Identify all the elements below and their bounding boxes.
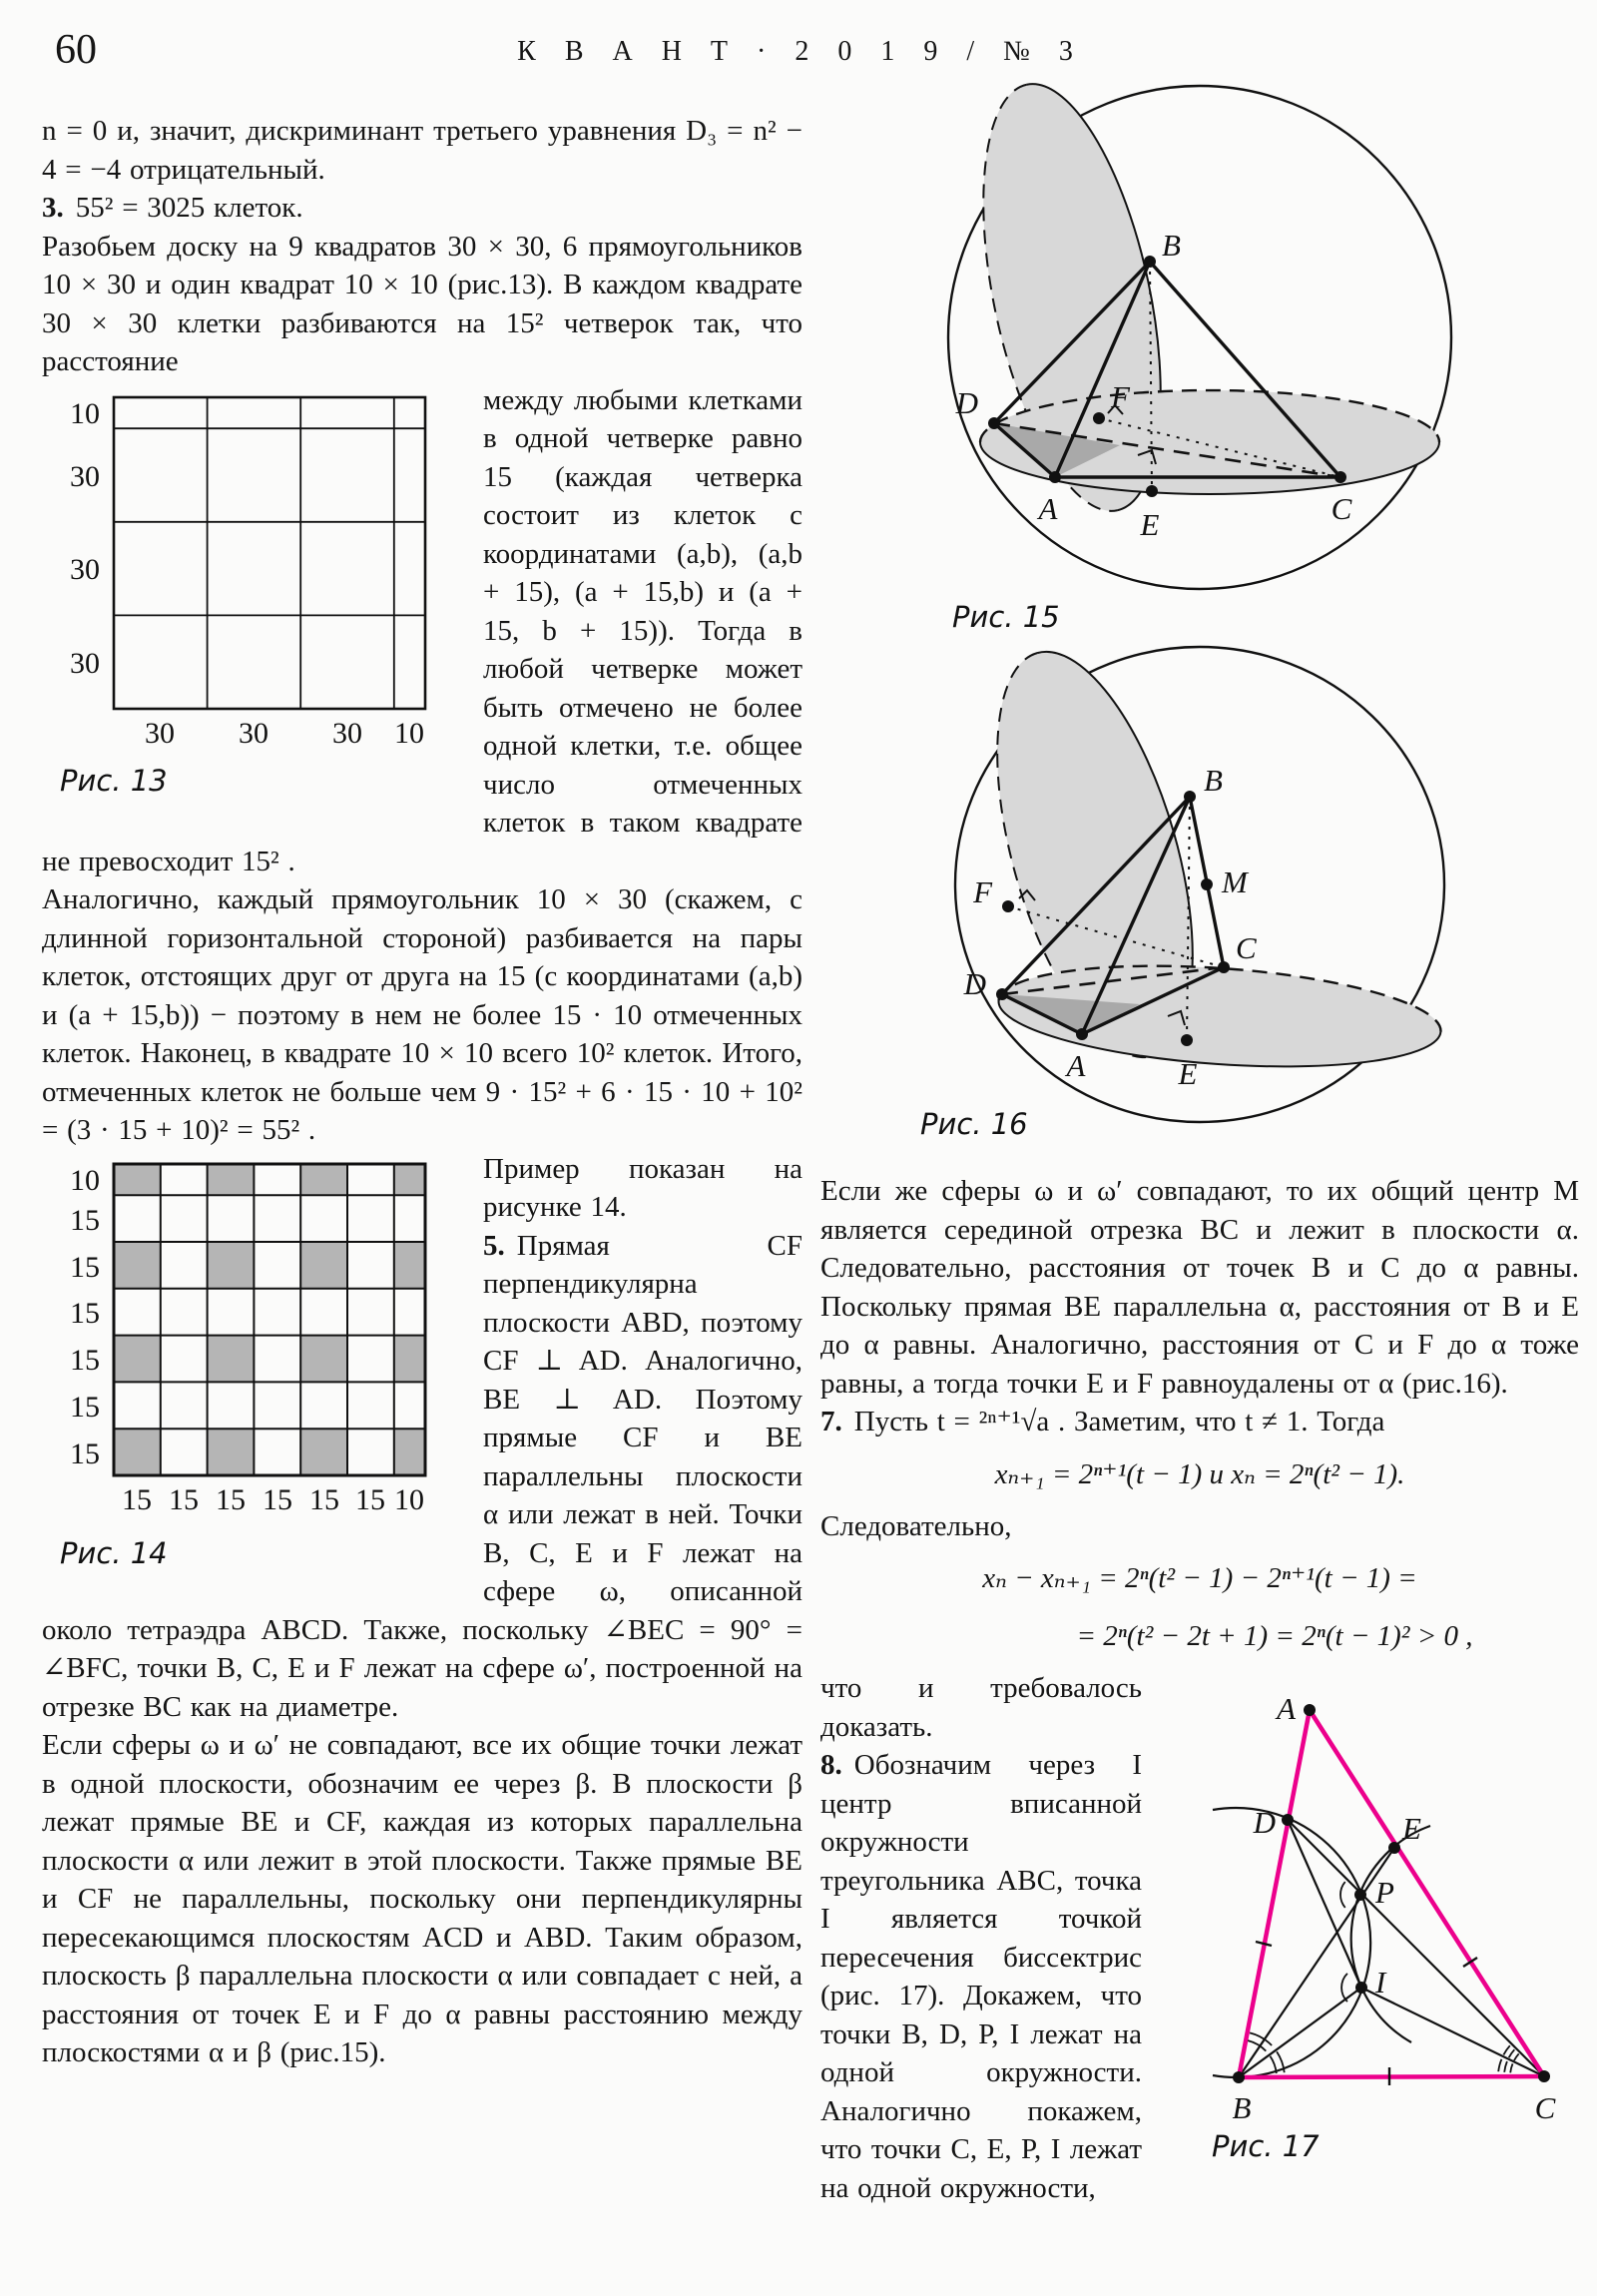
label-C: C xyxy=(1534,2090,1556,2125)
paragraph-qed: что и требовалось доказать. xyxy=(820,1672,1142,1743)
label-E: E xyxy=(1140,507,1160,542)
grid-13-col-labels xyxy=(145,717,424,750)
figure-14 xyxy=(42,1156,461,1596)
grid-14-lines xyxy=(114,1164,425,1475)
label-C: C xyxy=(1331,491,1352,526)
label-E: E xyxy=(1178,1056,1198,1091)
item-5-number: 5. xyxy=(483,1229,505,1262)
row-label: 15 xyxy=(70,1436,100,1470)
figure13-text-wrap xyxy=(42,381,802,881)
figure-17-caption: Рис. 17 xyxy=(1212,2129,1320,2163)
item-7 xyxy=(820,1403,1579,1441)
paragraph-discriminant: n = 0 и, значит, дискриминант третьего уравнения D₃ = n² − 4 = −4 отрицательный. xyxy=(42,115,802,186)
label-B: B xyxy=(1204,763,1223,798)
formula-xn1: xₙ₊₁ = 2ⁿ⁺¹(t − 1) и xₙ = 2ⁿ(t² − 1). xyxy=(994,1457,1405,1490)
label-B: B xyxy=(1162,228,1181,263)
formula-positive: = 2ⁿ(t² − 2t + 1) = 2ⁿ(t − 1)² > 0 , xyxy=(1076,1620,1473,1652)
item-7-text: Пусть t = ²ⁿ⁺¹√a . Заметим, что t ≠ 1. Тогда xyxy=(853,1406,1385,1437)
figure-13-grid-diagram xyxy=(42,387,461,807)
figure-14-grid-diagram xyxy=(42,1156,461,1585)
paragraph-rectangles: Аналогично, каждый прямоугольник 10 × 30 (скажем, с длинной горизонтальной стороной) разбивается на пары клеток, отстоящих друг от друга на 15 (с координатами (a,b) и (a + 15,b)) − поэтому в нем не более 15 · 10 отмеченных клеток. Наконец, в квадрате 10 × 10 всего 10² клеток. Итого, отмеченных клеток не больше чем 9 · 15² + 6 · 15 · 10 + 10² = (3 · 15 + 10)² = 55² . xyxy=(42,883,802,1146)
col-label: 15 xyxy=(169,1482,199,1516)
figure-17 xyxy=(1160,1675,1579,2177)
row-label: 15 xyxy=(70,1203,100,1237)
label-P: P xyxy=(1375,1875,1394,1910)
label-A: A xyxy=(1038,491,1058,526)
item-3 xyxy=(42,189,802,228)
item-3-number: 3. xyxy=(42,192,64,224)
paragraph-board-split: Разобьем доску на 9 квадратов 30 × 30, 6 прямоугольников 10 × 30 и один квадрат 10 × 10 (рис.13). В каждом квадрате 30 × 30 клетки разбиваются на 15² четверок так, что расстояние xyxy=(42,230,802,377)
figure17-text-wrap xyxy=(820,1669,1579,2207)
grid-13-lines xyxy=(114,397,425,709)
formula-difference: xₙ − xₙ₊₁ = 2ⁿ(t² − 1) − 2ⁿ⁺¹(t − 1) = xyxy=(982,1562,1417,1594)
row-label: 30 xyxy=(70,459,100,493)
col-label: 10 xyxy=(394,1482,424,1516)
row-label: 15 xyxy=(70,1390,100,1424)
label-I: I xyxy=(1375,1965,1386,2000)
paragraph-quadruples: между любыми клетками в одной четверке равно 15 (каждая четверка состоит из клеток с координатами (a,b), (a,b + 15), (a + 15,b) и (a + 15, b + 15)). Тогда в любой четверке может быть отмечено не более одной клетки, т.е. общее число отмеченных клеток в таком квадрате не превосходит 15² . xyxy=(42,383,802,877)
journal-header: К В А Н Т · 2 0 1 9 / № 3 xyxy=(517,36,1080,67)
row-label: 30 xyxy=(70,646,100,680)
row-label: 10 xyxy=(70,396,100,430)
figure-14-caption: Рис. 14 xyxy=(60,1535,168,1570)
left-column xyxy=(42,112,802,2072)
right-column xyxy=(820,58,1579,2207)
figure-15-caption: Рис. 15 xyxy=(952,600,1060,634)
col-label: 30 xyxy=(145,716,175,750)
col-label: 30 xyxy=(332,716,362,750)
paragraph-example: Пример показан на рисунке 14. xyxy=(483,1152,802,1223)
arc-circle-BDPI xyxy=(1213,1808,1370,2077)
label-D: D xyxy=(963,966,986,1001)
paragraph-spheres-coincide: Если же сферы ω и ω′ совпадают, то их общий центр M является серединой отрезка BC и лежит в плоскости α. Следовательно, расстояния от точек B и C до α равны. Поскольку прямая BE параллельна α, расстояния от B и E до α равны. Аналогично, расстояния от C и F до α тоже равны, а тогда точки E и F равноудалены от α (рис.16). xyxy=(820,1175,1579,1400)
row-label: 15 xyxy=(70,1343,100,1377)
cevian-segments xyxy=(1239,1820,1544,2077)
item-3-text: 55² = 3025 клеток. xyxy=(75,192,303,224)
figure-13 xyxy=(42,387,461,818)
item-7-number: 7. xyxy=(820,1406,842,1437)
arc-circle-CEPI xyxy=(1351,1826,1430,2042)
label-F: F xyxy=(1111,379,1130,414)
figure-13-caption: Рис. 13 xyxy=(60,763,168,798)
grid-13-row-labels xyxy=(70,397,100,680)
col-label: 15 xyxy=(216,1482,246,1516)
label-B: B xyxy=(1232,2090,1252,2125)
label-A: A xyxy=(1277,1691,1296,1726)
segment-BI xyxy=(1239,1988,1361,2077)
page-number: 60 xyxy=(55,27,97,73)
col-label: 15 xyxy=(263,1482,292,1516)
row-label: 15 xyxy=(70,1250,100,1284)
figure-15-sphere-diagram xyxy=(820,58,1559,639)
paragraph-spheres-distinct: Если сферы ω и ω′ не совпадают, все их общие точки лежат в одной плоскости, обозначим ее через β. В плоскости β лежат прямые BE и CF, каждая из которых параллельна плоскости α или лежит в этой плоскости. Также прямые BE и CF не параллельны, поскольку они перпендикулярны пересекающимся плоскостям ACD и ABD. Таким образом, плоскость β параллельна плоскости α или совпадает с ней, а расстояния от точек E и F до α равны расстоянию между плоскостями α и β (рис.15). xyxy=(42,1729,802,2068)
col-label: 10 xyxy=(394,716,424,750)
grid-14-row-labels xyxy=(70,1164,100,1470)
figure-16-caption: Рис. 16 xyxy=(920,1107,1028,1141)
label-D: D xyxy=(955,385,978,420)
col-label: 15 xyxy=(309,1482,339,1516)
item-8-text: Обозначим через I центр вписанной окружности треугольника ABC, точка I является точкой пересечения биссектрис (рис. 17). Докажем, что точки B, D, P, I лежат на одной окружности. Аналогично покажем, что точки C, E, P, I лежат на одной окружности, xyxy=(820,1749,1142,2204)
figure-16-sphere-diagram xyxy=(820,645,1559,1146)
label-M: M xyxy=(1222,864,1248,899)
label-C: C xyxy=(1236,930,1257,965)
label-E: E xyxy=(1402,1811,1421,1846)
paragraph-hence: Следовательно, xyxy=(820,1509,1012,1542)
col-label: 15 xyxy=(122,1482,152,1516)
label-D: D xyxy=(1253,1805,1276,1840)
label-F: F xyxy=(973,874,992,909)
col-label: 15 xyxy=(355,1482,385,1516)
item-5-text: Прямая CF перпендикулярна плоскости ABD, поэтому CF ⊥ AD. Аналогично, BE ⊥ AD. Поэтому прямые CF и BE параллельны плоскости α или лежат в ней. Точки B, C, E и F лежат на сфере ω, описанной около тетраэдра ABCD. Также, поскольку ∠BEC = 90° = ∠BFC, точки B, C, E и F лежат на сфере ω′, построенной на отрезке BC как на диаметре. xyxy=(42,1229,802,1723)
item-8-number: 8. xyxy=(820,1749,842,1781)
grid-14-col-labels xyxy=(122,1483,424,1516)
row-label: 15 xyxy=(70,1296,100,1330)
figure14-text-wrap xyxy=(42,1150,802,1727)
col-label: 30 xyxy=(239,716,268,750)
tick-marks xyxy=(1256,1942,1477,2085)
row-label: 10 xyxy=(70,1163,100,1197)
figure-17-triangle-diagram xyxy=(1160,1675,1579,2166)
segment-DI xyxy=(1288,1820,1361,1988)
row-label: 30 xyxy=(70,552,100,586)
label-A: A xyxy=(1066,1048,1086,1083)
